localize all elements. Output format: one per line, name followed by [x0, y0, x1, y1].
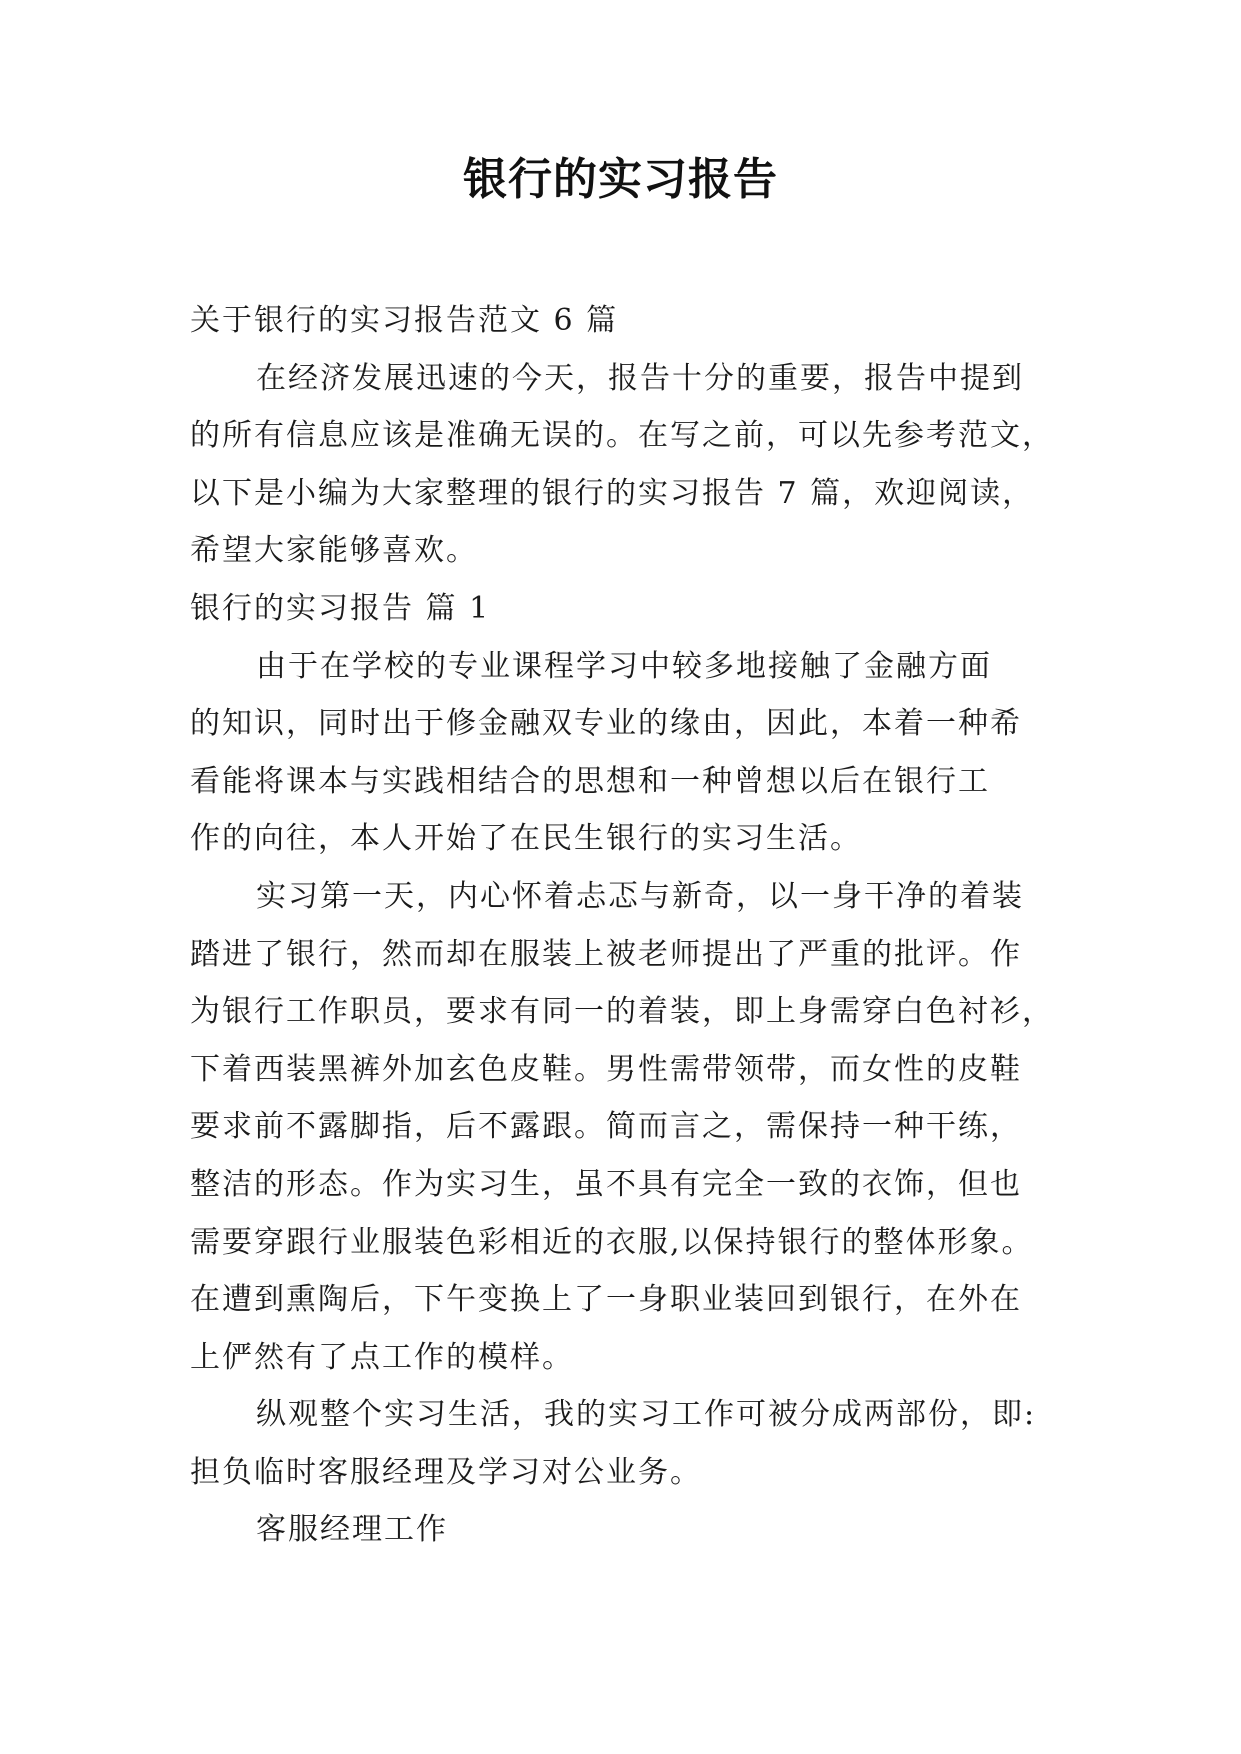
paragraph-line: 下着西装黑裤外加玄色皮鞋。男性需带领带，而女性的皮鞋: [190, 1051, 1022, 1087]
paragraph-line: 踏进了银行，然而却在服装上被老师提出了严重的批评。作: [190, 936, 1022, 972]
section-heading: 银行的实习报告 篇 1: [190, 590, 491, 626]
paragraph-line: 看能将课本与实践相结合的思想和一种曾想以后在银行工: [190, 763, 990, 799]
paragraph-line: 上俨然有了点工作的模样。: [190, 1339, 574, 1375]
paragraph-line: 需要穿跟行业服装色彩相近的衣服,以保持银行的整体形象。: [190, 1224, 1034, 1260]
paragraph-line: 纵观整个实习生活，我的实习工作可被分成两部份，即:: [256, 1397, 1037, 1433]
subsection-heading: 客服经理工作: [256, 1512, 448, 1548]
paragraph-line: 在经济发展迅速的今天，报告十分的重要，报告中提到: [256, 360, 1024, 396]
subtitle-line: 关于银行的实习报告范文 6 篇: [190, 303, 619, 338]
paragraph-line: 以下是小编为大家整理的银行的实习报告 7 篇，欢迎阅读，: [190, 475, 1035, 511]
document-title: 银行的实习报告: [463, 154, 778, 205]
paragraph-line: 在遭到熏陶后，下午变换上了一身职业装回到银行，在外在: [190, 1282, 1022, 1318]
paragraph-line: 希望大家能够喜欢。: [190, 533, 478, 569]
paragraph-line: 为银行工作职员，要求有同一的着装，即上身需穿白色衬衫，: [190, 994, 1054, 1030]
paragraph-line: 作的向往，本人开始了在民生银行的实习生活。: [190, 821, 862, 857]
paragraph-line: 担负临时客服经理及学习对公业务。: [190, 1454, 702, 1490]
paragraph-line: 的所有信息应该是准确无误的。在写之前，可以先参考范文，: [190, 418, 1054, 454]
paragraph-line: 整洁的形态。作为实习生，虽不具有完全一致的衣饰，但也: [190, 1166, 1022, 1202]
paragraph-line: 要求前不露脚指，后不露跟。简而言之，需保持一种干练，: [190, 1109, 1022, 1145]
paragraph-line: 实习第一天，内心怀着忐忑与新奇，以一身干净的着装: [256, 878, 1024, 914]
paragraph-line: 由于在学校的专业课程学习中较多地接触了金融方面: [256, 648, 992, 684]
paragraph-line: 的知识，同时出于修金融双专业的缘由，因此，本着一种希: [190, 706, 1022, 742]
document-body: [190, 292, 1054, 1559]
